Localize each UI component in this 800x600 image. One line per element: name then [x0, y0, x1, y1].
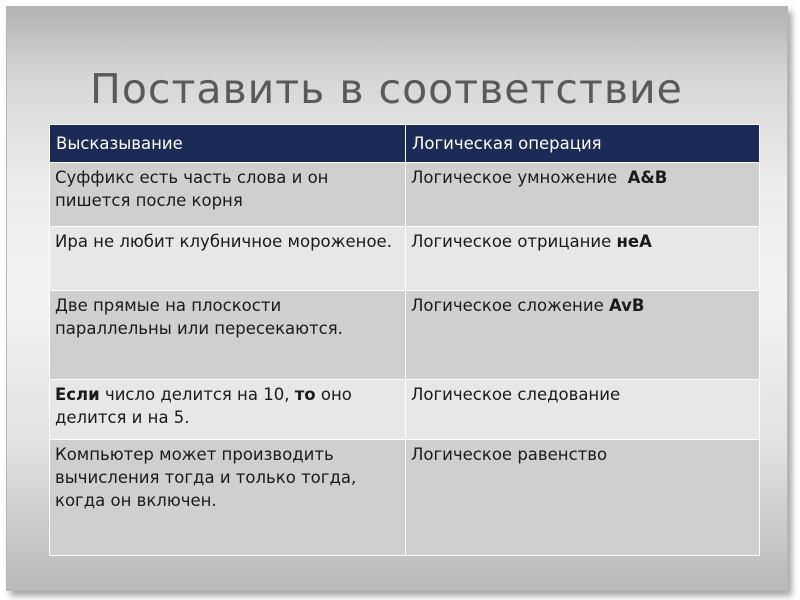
- operation-symbol: A&B: [627, 168, 668, 187]
- operation-symbol: неA: [616, 232, 652, 251]
- statement-text: число делится на 10,: [99, 385, 295, 404]
- operation-cell: [406, 440, 760, 556]
- statement-keyword-if: Если: [55, 385, 100, 404]
- operation-text: Логическое отрицание: [411, 232, 617, 251]
- table-row: [50, 227, 760, 291]
- table-header-row: [50, 125, 760, 163]
- slide: [6, 6, 788, 591]
- statement-cell: [50, 163, 406, 227]
- matching-table: [49, 124, 760, 556]
- statement-cell: [50, 227, 406, 291]
- operation-symbol: AvB: [608, 296, 645, 315]
- statement-text: Ира не любит клубничное мороженое.: [55, 232, 392, 251]
- header-operation: Логическая операция: [406, 125, 760, 163]
- table-row: [50, 440, 760, 556]
- statement-cell: [50, 380, 406, 440]
- statement-cell: [50, 440, 406, 556]
- operation-text: Логическое сложение: [411, 296, 609, 315]
- operation-text: Логическое следование: [411, 385, 621, 404]
- statement-cell: [50, 291, 406, 380]
- header-statement: Высказывание: [50, 125, 406, 163]
- statement-text: Суффикс есть часть слова и он пишется после корня: [55, 168, 329, 210]
- operation-cell: [406, 291, 760, 380]
- operation-cell: [406, 380, 760, 440]
- operation-text: Логическое умножение: [411, 168, 628, 187]
- operation-text: Логическое равенство: [411, 445, 608, 464]
- operation-cell: [406, 163, 760, 227]
- statement-text: Компьютер может производить вычисления тогда и только тогда, когда он включен.: [55, 445, 357, 510]
- statement-text: Две прямые на плоскости параллельны или пересекаются.: [55, 296, 343, 338]
- operation-cell: [406, 227, 760, 291]
- statement-text-end: оно делится и на 5.: [55, 385, 358, 427]
- table-row: [50, 291, 760, 380]
- table-row: [50, 163, 760, 227]
- table-row: [50, 380, 760, 440]
- slide-title: Поставить в соответствие: [90, 65, 683, 113]
- statement-keyword-then: то: [294, 385, 316, 404]
